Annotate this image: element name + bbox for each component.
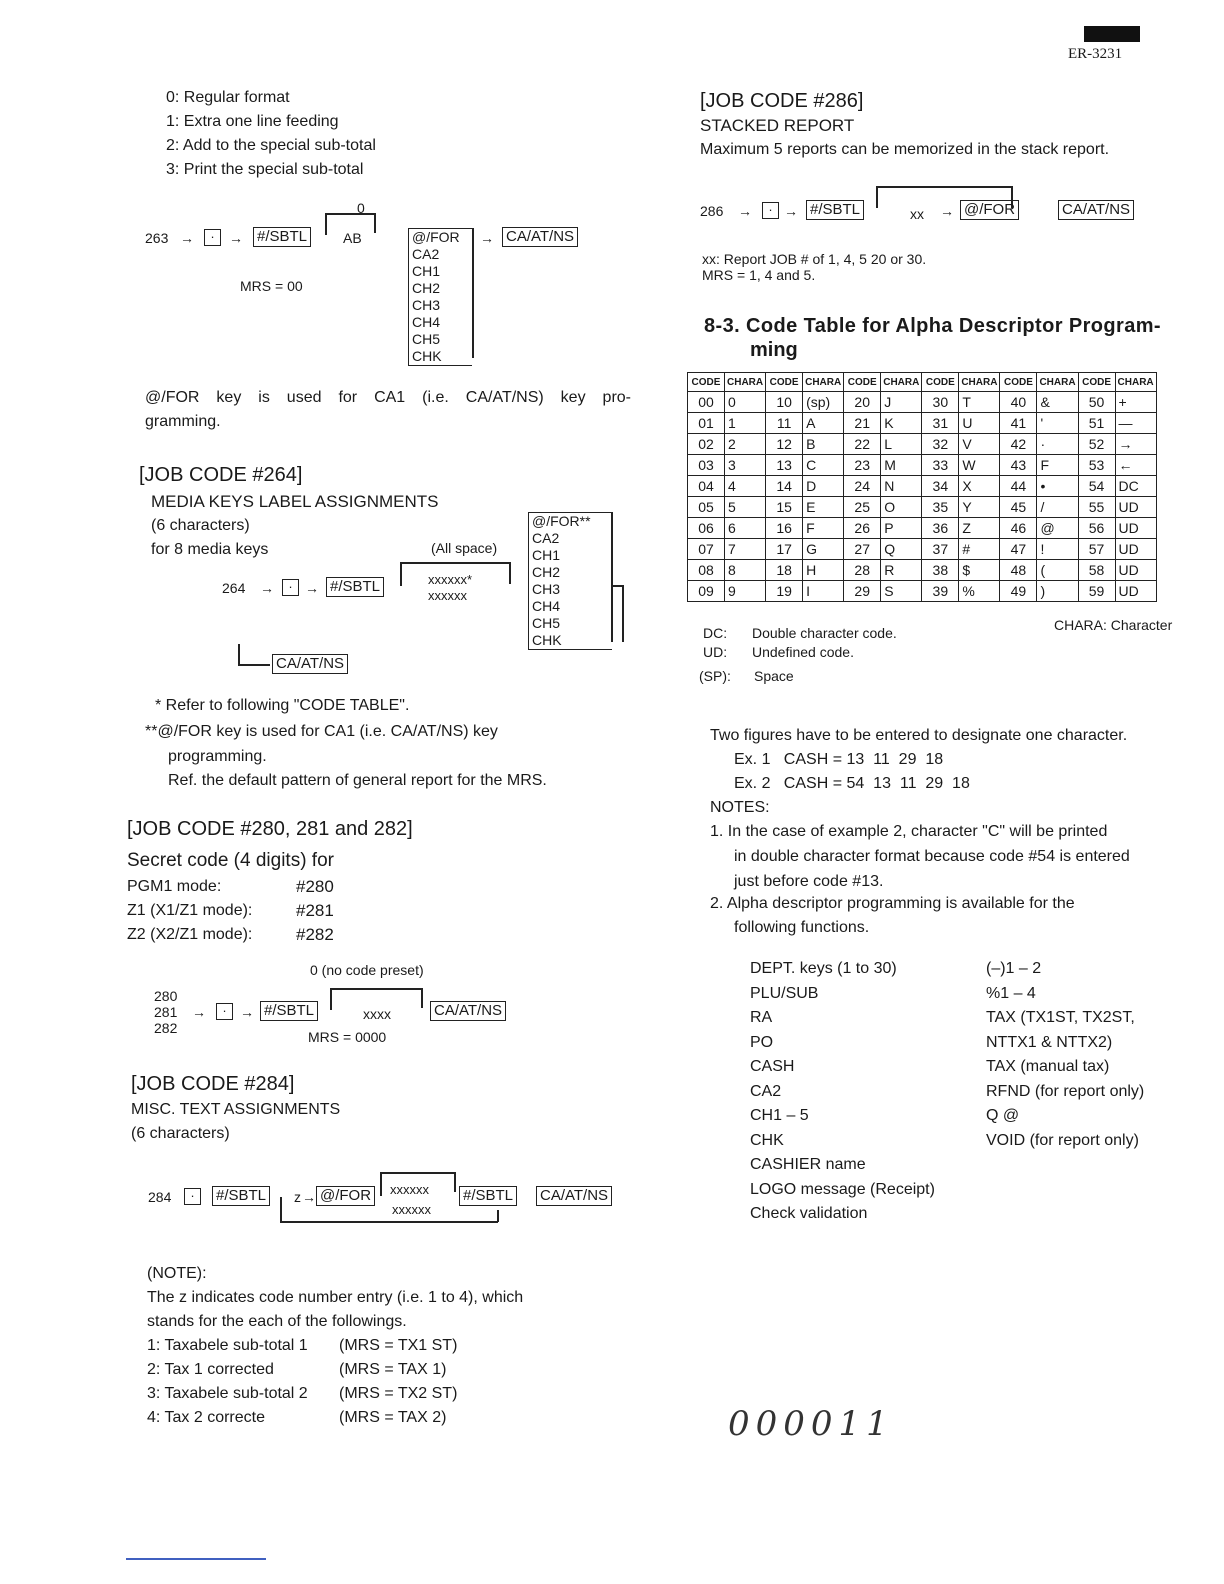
arrow: → (940, 203, 954, 219)
arrow: → (180, 230, 194, 246)
code-cell: 04 (688, 476, 725, 497)
chara-cell: M (881, 455, 922, 476)
function-item: RA (750, 1009, 773, 1026)
code-cell: 38 (922, 560, 959, 581)
code-cell: 58 (1078, 560, 1115, 581)
th-code: CODE (1078, 373, 1115, 392)
code-cell: 47 (1000, 539, 1037, 560)
arrow: → (738, 203, 752, 219)
job284-item-label: 2: Tax 1 corrected (147, 1361, 274, 1378)
code-cell: 55 (1078, 497, 1115, 518)
option-3: 3: Print the special sub-total (166, 161, 364, 178)
chara-cell: Z (959, 518, 1000, 539)
function-item: TAX (manual tax) (986, 1058, 1110, 1075)
job286-code: 286 (700, 203, 724, 219)
code-cell: 06 (688, 518, 725, 539)
key-item: CH5 (412, 331, 441, 347)
note2b: following functions. (734, 919, 870, 936)
th-code: CODE (766, 373, 803, 392)
function-item: PO (750, 1033, 774, 1051)
chara-cell: H (803, 560, 844, 581)
code-cell: 49 (1000, 581, 1037, 602)
chara-cell: X (959, 476, 1000, 497)
key-item: CH2 (412, 280, 441, 296)
code-cell: 12 (766, 434, 803, 455)
job284-item-label: 4: Tax 2 correcte (147, 1409, 265, 1426)
code-cell: 45 (1000, 497, 1037, 518)
key-item: @/FOR (412, 229, 460, 245)
job284-x1: xxxxxx (390, 1182, 429, 1197)
code-cell: 48 (1000, 560, 1037, 581)
code-cell: 59 (1078, 581, 1115, 602)
arrow: → (260, 580, 274, 596)
job280-row-label: Z1 (X1/Z1 mode): (127, 902, 253, 919)
job264-key-list (528, 512, 612, 650)
table-row (688, 560, 1157, 581)
table-header-row (688, 373, 1157, 392)
code-cell: 14 (766, 476, 803, 497)
job284-note-b: stands for the each of the followings. (147, 1313, 407, 1330)
footnote-rule (126, 1558, 266, 1560)
job286-subtitle: STACKED REPORT (700, 116, 855, 135)
table-row (688, 392, 1157, 413)
functions-left (750, 957, 935, 1227)
job264-subtitle: MEDIA KEYS LABEL ASSIGNMENTS (151, 492, 439, 511)
arrow: → (240, 1004, 254, 1020)
code-cell: 39 (922, 581, 959, 602)
job264-note2b: programming. (168, 748, 267, 765)
job280-row-label: Z2 (X2/Z1 mode): (127, 926, 253, 943)
job280-row-label: PGM1 mode: (127, 878, 222, 895)
table-row (688, 581, 1157, 602)
key-item: CHK (532, 632, 562, 648)
code-cell: 23 (844, 455, 881, 476)
arrow: → (302, 1189, 316, 1205)
arrow: → (480, 230, 494, 246)
handwritten-page-number: 000011 (728, 1404, 894, 1444)
code-cell: 54 (1078, 476, 1115, 497)
key-item: CA2 (532, 530, 560, 546)
code-cell: 01 (688, 413, 725, 434)
job264-x2: xxxxxx (428, 588, 467, 603)
job286-desc: Maximum 5 reports can be memorized in the stack report. (700, 141, 1110, 158)
code-cell: 18 (766, 560, 803, 581)
code-cell: 53 (1078, 455, 1115, 476)
job264-x1: xxxxxx* (428, 572, 473, 587)
chara-cell: 3 (725, 455, 766, 476)
code-cell: 57 (1078, 539, 1115, 560)
ca-at-ns-key: CA/AT/NS (272, 654, 348, 674)
job280-row-val: #282 (296, 925, 334, 944)
chara-cell: S (881, 581, 922, 602)
key-item: CH1 (412, 263, 441, 279)
code-cell: 09 (688, 581, 725, 602)
code-cell: 46 (1000, 518, 1037, 539)
legend-chara: CHARA: Character (1054, 617, 1173, 633)
note2a: 2. Alpha descriptor programming is available for the (710, 895, 1075, 912)
chara-cell: • (1037, 476, 1078, 497)
ca-at-ns-key: CA/AT/NS (430, 1001, 506, 1021)
chara-cell: — (1115, 413, 1156, 434)
code-cell: 43 (1000, 455, 1037, 476)
chara-cell: ← (1115, 455, 1156, 476)
th-chara: CHARA (959, 373, 1000, 392)
code-cell: 05 (688, 497, 725, 518)
chara-cell: · (1037, 434, 1078, 455)
chara-cell: UD (1115, 497, 1156, 518)
job286-xx: xx (910, 206, 924, 222)
chara-cell: # (959, 539, 1000, 560)
function-item: CH1 – 5 (750, 1107, 809, 1124)
code-cell: 08 (688, 560, 725, 581)
chara-cell: Q (881, 539, 922, 560)
chara-cell: F (1037, 455, 1078, 476)
job284-code: 284 (148, 1189, 172, 1205)
key-item: CH5 (532, 615, 561, 631)
code-cell: 35 (922, 497, 959, 518)
chara-cell: U (959, 413, 1000, 434)
code-cell: 30 (922, 392, 959, 413)
chara-cell: (sp) (803, 392, 844, 413)
key-item: CH4 (412, 314, 441, 330)
code-cell: 20 (844, 392, 881, 413)
chara-cell: E (803, 497, 844, 518)
table-row (688, 539, 1157, 560)
job284-z: z (294, 1189, 301, 1205)
ab-text: AB (343, 230, 362, 246)
example-1: Ex. 1 CASH = 13 11 29 18 (734, 751, 944, 768)
job280-title: [JOB CODE #280, 281 and 282] (127, 818, 413, 840)
chara-cell: F (803, 518, 844, 539)
code-table (687, 372, 1157, 602)
function-item: CASHIER name (750, 1156, 866, 1173)
function-item: LOGO message (Receipt) (750, 1180, 935, 1198)
chara-cell: 8 (725, 560, 766, 581)
dot-key: · (216, 1003, 233, 1020)
code-cell: 22 (844, 434, 881, 455)
th-code: CODE (922, 373, 959, 392)
sbtl-key: #/SBTL (260, 1001, 318, 1021)
code-cell: 41 (1000, 413, 1037, 434)
function-item: VOID (for report only) (986, 1131, 1139, 1149)
chara-cell: & (1037, 392, 1078, 413)
job264-title: [JOB CODE #264] (139, 464, 303, 486)
key-item: @/FOR** (532, 513, 591, 529)
job284-item-mrs: (MRS = TAX 1) (339, 1361, 447, 1378)
chara-cell: % (959, 581, 1000, 602)
key-item: CH2 (532, 564, 561, 580)
section-title-line2: ming (750, 339, 798, 361)
chara-cell: ) (1037, 581, 1078, 602)
job284-note-title: (NOTE): (147, 1265, 207, 1282)
code-cell: 21 (844, 413, 881, 434)
code-cell: 34 (922, 476, 959, 497)
job284-x2: xxxxxx (392, 1202, 431, 1217)
code-cell: 44 (1000, 476, 1037, 497)
code-cell: 07 (688, 539, 725, 560)
arrow: → (192, 1004, 206, 1020)
legend-ud-val: Undefined code. (752, 644, 854, 660)
job284-item-mrs: (MRS = TX2 ST) (339, 1385, 458, 1402)
section-title-line1: 8-3. Code Table for Alpha Descriptor Program- (704, 315, 1161, 337)
chara-cell: ! (1037, 539, 1078, 560)
chara-cell: N (881, 476, 922, 497)
function-item: TAX (TX1ST, TX2ST, (986, 1009, 1135, 1026)
code-cell: 24 (844, 476, 881, 497)
job284-item-mrs: (MRS = TAX 2) (339, 1409, 447, 1426)
example-2: Ex. 2 CASH = 54 13 11 29 18 (734, 775, 970, 792)
note1c: just before code #13. (734, 873, 884, 890)
sbtl-key: #/SBTL (459, 1186, 517, 1206)
th-chara: CHARA (1115, 373, 1156, 392)
th-chara: CHARA (725, 373, 766, 392)
job264-all-space: (All space) (431, 540, 498, 556)
chara-cell: UD (1115, 518, 1156, 539)
job280-subtitle: Secret code (4 digits) for (127, 850, 334, 871)
code-cell: 11 (766, 413, 803, 434)
code-cell: 15 (766, 497, 803, 518)
job286-note2: MRS = 1, 4 and 5. (702, 267, 816, 283)
code-cell: 40 (1000, 392, 1037, 413)
function-item: CA2 (750, 1082, 782, 1100)
table-row (688, 476, 1157, 497)
key-item: CH3 (412, 297, 441, 313)
job280-row-val: #280 (296, 877, 334, 896)
two-figures: Two figures have to be entered to designate one character. (710, 727, 1128, 744)
job280-code-281: 281 (154, 1004, 178, 1020)
chara-cell: 4 (725, 476, 766, 497)
code-cell: 27 (844, 539, 881, 560)
code-cell: 25 (844, 497, 881, 518)
chara-cell: @ (1037, 518, 1078, 539)
for-key: @/FOR (960, 200, 1019, 220)
job280-mrs: MRS = 0000 (308, 1029, 387, 1045)
job264-line2: for 8 media keys (151, 541, 269, 558)
dot-key: · (762, 202, 779, 219)
function-item: Check validation (750, 1205, 868, 1222)
chara-cell: + (1115, 392, 1156, 413)
code-cell: 50 (1078, 392, 1115, 413)
th-chara: CHARA (1037, 373, 1078, 392)
chara-cell: / (1037, 497, 1078, 518)
header-logo-block (1084, 26, 1140, 42)
legend-sp-key: (SP): (699, 668, 731, 684)
legend-sp-val: Space (754, 668, 794, 684)
ca-at-ns-key: CA/AT/NS (502, 227, 578, 247)
sbtl-key: #/SBTL (253, 227, 311, 247)
functions-right (986, 957, 1144, 1153)
code-cell: 03 (688, 455, 725, 476)
job284-item-mrs: (MRS = TX1 ST) (339, 1337, 458, 1354)
chara-cell: P (881, 518, 922, 539)
job264-note2c: Ref. the default pattern of general report for the MRS. (168, 772, 547, 789)
job280-row-val: #281 (296, 901, 334, 920)
code-cell: 36 (922, 518, 959, 539)
sbtl-key: #/SBTL (326, 577, 384, 597)
diag-code: 263 (145, 230, 169, 246)
job264-code: 264 (222, 580, 246, 596)
chara-cell: W (959, 455, 1000, 476)
note1a: 1. In the case of example 2, character "C" will be printed (710, 823, 1108, 840)
option-0: 0: Regular format (166, 89, 290, 106)
chara-cell: R (881, 560, 922, 581)
loop-zero: 0 (357, 200, 365, 216)
arrow: → (229, 230, 243, 246)
th-code: CODE (1000, 373, 1037, 392)
key-item: CHK (412, 348, 442, 364)
table-row (688, 497, 1157, 518)
chara-cell: 7 (725, 539, 766, 560)
chara-cell: B (803, 434, 844, 455)
chara-cell: O (881, 497, 922, 518)
key-item: CA2 (412, 246, 440, 262)
th-chara: CHARA (803, 373, 844, 392)
function-item: (–)1 – 2 (986, 960, 1042, 977)
function-item: CHK (750, 1131, 784, 1149)
table-row (688, 455, 1157, 476)
job284-subtitle: MISC. TEXT ASSIGNMENTS (131, 1101, 341, 1118)
key-item: CH1 (532, 547, 561, 563)
chara-cell: $ (959, 560, 1000, 581)
function-item: PLU/SUB (750, 984, 819, 1002)
job264-note1: * Refer to following "CODE TABLE". (155, 697, 410, 714)
code-cell: 56 (1078, 518, 1115, 539)
chara-cell: 6 (725, 518, 766, 539)
function-item: RFND (for report only) (986, 1082, 1145, 1100)
chara-cell: 0 (725, 392, 766, 413)
chara-cell: ' (1037, 413, 1078, 434)
option-2: 2: Add to the special sub-total (166, 137, 376, 154)
dot-key: · (184, 1188, 201, 1205)
job280-no-code: 0 (no code preset) (310, 962, 424, 978)
note-263-line1: @/FOR key is used for CA1 (i.e. CA/AT/NS) key pro- (145, 389, 631, 406)
chara-cell: UD (1115, 581, 1156, 602)
chara-cell: 9 (725, 581, 766, 602)
chara-cell: 5 (725, 497, 766, 518)
function-item: CASH (750, 1058, 795, 1075)
chara-cell: 2 (725, 434, 766, 455)
function-item: NTTX1 & NTTX2) (986, 1033, 1113, 1051)
code-cell: 16 (766, 518, 803, 539)
code-cell: 26 (844, 518, 881, 539)
ca-at-ns-key: CA/AT/NS (536, 1186, 612, 1206)
media-key-list (408, 228, 472, 366)
ca-at-ns-key: CA/AT/NS (1058, 200, 1134, 220)
job280-code-282: 282 (154, 1020, 178, 1036)
legend-dc-val: Double character code. (752, 625, 897, 641)
table-row (688, 434, 1157, 455)
legend-ud-key: UD: (703, 644, 728, 660)
code-cell: 37 (922, 539, 959, 560)
chara-cell: V (959, 434, 1000, 455)
job264-line1: (6 characters) (151, 517, 250, 534)
note-263-line2: gramming. (145, 413, 221, 430)
code-cell: 52 (1078, 434, 1115, 455)
chara-cell: G (803, 539, 844, 560)
chara-cell: C (803, 455, 844, 476)
job286-title: [JOB CODE #286] (700, 90, 864, 112)
arrow: → (784, 203, 798, 219)
function-item: DEPT. keys (1 to 30) (750, 960, 897, 977)
th-code: CODE (844, 373, 881, 392)
chara-cell: D (803, 476, 844, 497)
dot-key: · (204, 229, 221, 246)
notes-title: NOTES: (710, 799, 770, 816)
job286-note1: xx: Report JOB # of 1, 4, 5 20 or 30. (702, 251, 927, 267)
chara-cell: A (803, 413, 844, 434)
chara-cell: K (881, 413, 922, 434)
code-cell: 10 (766, 392, 803, 413)
code-cell: 02 (688, 434, 725, 455)
chara-cell: J (881, 392, 922, 413)
job280-xxxx: xxxx (363, 1006, 391, 1022)
code-cell: 28 (844, 560, 881, 581)
table-row (688, 518, 1157, 539)
chara-cell: I (803, 581, 844, 602)
chara-cell: ( (1037, 560, 1078, 581)
code-cell: 51 (1078, 413, 1115, 434)
arrow: → (305, 580, 319, 596)
legend-dc-key: DC: (703, 625, 728, 641)
mrs-263: MRS = 00 (240, 278, 303, 294)
sbtl-key: #/SBTL (212, 1186, 270, 1206)
job284-title: [JOB CODE #284] (131, 1073, 295, 1095)
chara-cell: Y (959, 497, 1000, 518)
chara-cell: UD (1115, 560, 1156, 581)
function-item: Q @ (986, 1107, 1020, 1124)
th-chara: CHARA (881, 373, 922, 392)
note1b: in double character format because code #54 is entered (734, 848, 1130, 865)
chara-cell: UD (1115, 539, 1156, 560)
code-cell: 42 (1000, 434, 1037, 455)
th-code: CODE (688, 373, 725, 392)
section-title (704, 314, 1161, 362)
key-item: CH3 (532, 581, 561, 597)
option-1: 1: Extra one line feeding (166, 113, 339, 130)
model-number: ER-3231 (1068, 46, 1123, 62)
chara-cell: T (959, 392, 1000, 413)
code-cell: 13 (766, 455, 803, 476)
for-key: @/FOR (316, 1186, 375, 1206)
code-cell: 19 (766, 581, 803, 602)
job284-item-label: 3: Taxabele sub-total 2 (147, 1385, 308, 1402)
code-cell: 17 (766, 539, 803, 560)
key-item: CH4 (532, 598, 561, 614)
table-row (688, 413, 1157, 434)
chara-cell: 1 (725, 413, 766, 434)
code-cell: 32 (922, 434, 959, 455)
job284-note-a: The z indicates code number entry (i.e. 1 to 4), which (147, 1289, 524, 1306)
chara-cell: DC (1115, 476, 1156, 497)
function-item: %1 – 4 (986, 984, 1036, 1002)
code-cell: 29 (844, 581, 881, 602)
code-cell: 00 (688, 392, 725, 413)
code-cell: 33 (922, 455, 959, 476)
job284-line1: (6 characters) (131, 1125, 230, 1142)
code-cell: 31 (922, 413, 959, 434)
job284-item-label: 1: Taxabele sub-total 1 (147, 1337, 308, 1354)
chara-cell: → (1115, 434, 1156, 455)
job280-code-280: 280 (154, 988, 178, 1004)
dot-key: · (282, 579, 299, 596)
job264-note2a: **@/FOR key is used for CA1 (i.e. CA/AT/NS) key (145, 723, 498, 740)
sbtl-key: #/SBTL (806, 200, 864, 220)
chara-cell: L (881, 434, 922, 455)
